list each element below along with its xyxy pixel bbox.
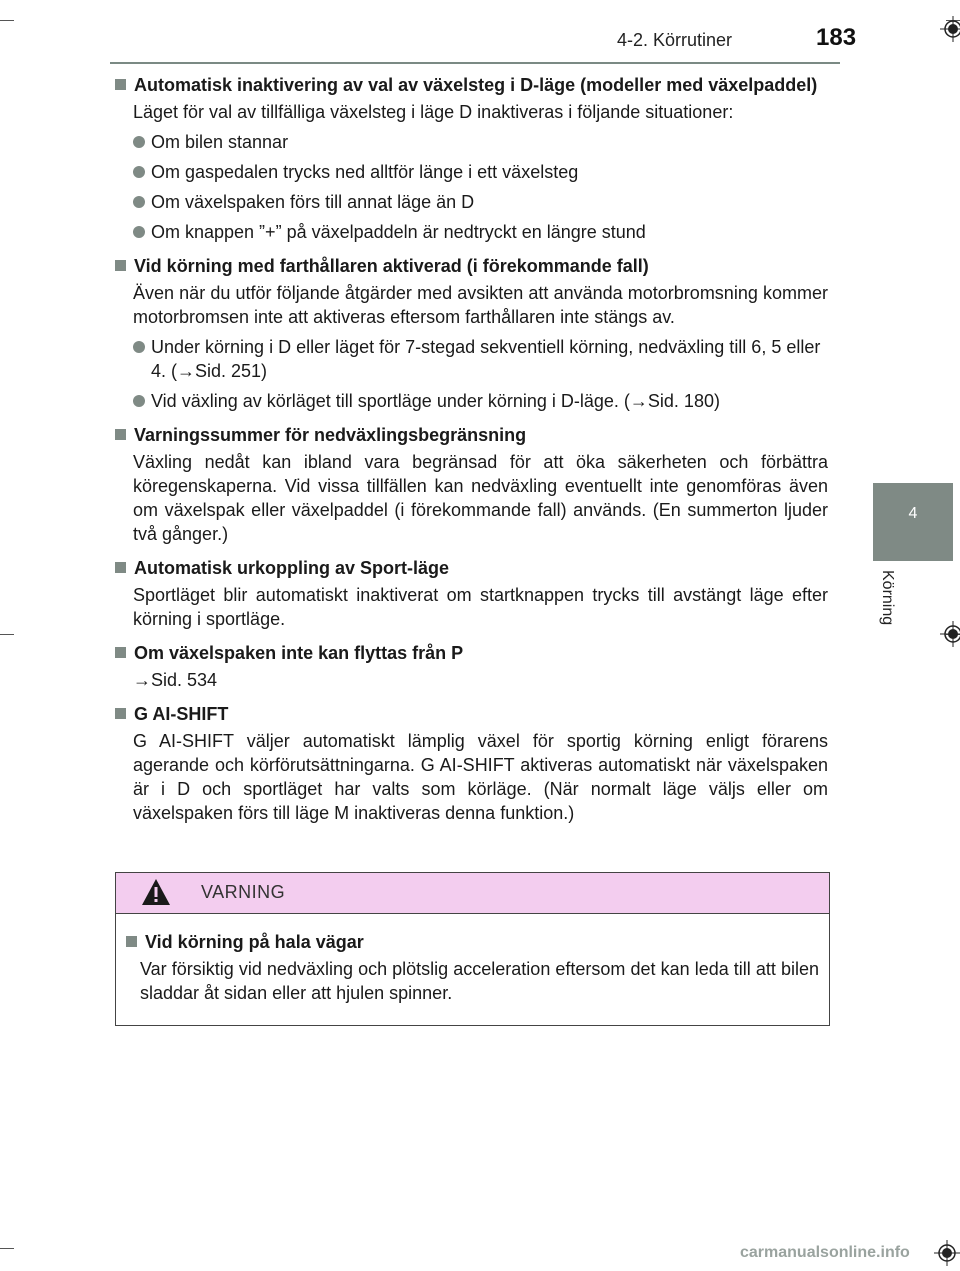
page-number: 183: [816, 24, 857, 51]
list-item: [133, 335, 828, 383]
section-heading: [115, 702, 828, 726]
round-bullet-icon: [133, 166, 145, 178]
list-item-text[interactable]: Vid växling av körläget till sportläge under körning i D-läge. (→Sid. 180): [151, 391, 720, 411]
square-bullet-icon: [115, 708, 126, 719]
section-cruise-control: [115, 254, 828, 413]
square-bullet-icon: [115, 429, 126, 440]
warning-content: [116, 914, 829, 1005]
warning-text: Var försiktig vid nedväxling och plötslig acceleration eftersom det kan leda till att bilen sladdar åt sidan eller att hjulen spinner.: [140, 959, 819, 1003]
round-bullet-icon: [133, 226, 145, 238]
section-heading-text: Varningssummer för nedväxlingsbegränsning: [134, 425, 527, 445]
square-bullet-icon: [115, 647, 126, 658]
section-heading-text: Automatisk inaktivering av val av växelsteg i D-läge (modeller med växelpaddel): [134, 75, 818, 95]
list-item: [133, 389, 828, 413]
round-bullet-icon: [133, 395, 145, 407]
footer-watermark: carmanualsonline.info: [740, 1244, 910, 1261]
round-bullet-icon: [133, 341, 145, 353]
list-item: [133, 130, 828, 154]
header-divider: [110, 62, 840, 64]
page-reference-link[interactable]: →Sid. 534: [133, 670, 218, 690]
round-bullet-icon: [133, 196, 145, 208]
chapter-number: 4: [908, 505, 918, 522]
bullet-list: [115, 130, 828, 244]
section-sport-mode-off: [115, 556, 828, 631]
section-heading: [115, 556, 828, 580]
section-body: Även när du utför följande åtgärder med avsikten att använda motorbromsning kommer motorbromsen inte att aktiveras eftersom farthållaren inte stängs av.: [133, 283, 828, 327]
section-heading-text: Vid körning med farthållaren aktiverad (i förekommande fall): [134, 256, 649, 276]
square-bullet-icon: [115, 260, 126, 271]
section-heading-text: Om växelspaken inte kan flyttas från P: [134, 643, 464, 663]
list-item: [133, 220, 828, 244]
list-item-text[interactable]: Under körning i D eller läget för 7-stegad sekventiell körning, nedväxling till 6, 5 eller 4. (→Sid. 251): [151, 337, 821, 381]
list-item: [133, 190, 828, 214]
warning-header: [116, 873, 829, 914]
section-shift-lever-stuck: [115, 641, 828, 692]
warning-heading-text: Vid körning på hala vägar: [145, 932, 364, 952]
section-body: Läget för val av tillfälliga växelsteg i läge D inaktiveras i följande situationer:: [133, 102, 734, 122]
section-g-ai-shift: [115, 702, 828, 825]
section-heading: [115, 73, 828, 97]
section-body: Sportläget blir automatiskt inaktiverat om startknappen trycks till avstängt läge efter körning i sportläge.: [133, 585, 828, 629]
registration-mark-icon: [934, 1240, 960, 1266]
section-heading: [115, 641, 828, 665]
section-heading: [115, 423, 828, 447]
chapter-tab[interactable]: [873, 483, 953, 561]
list-item-text: Om knappen ”+” på växelpaddeln är nedtryckt en längre stund: [151, 222, 646, 242]
square-bullet-icon: [115, 562, 126, 573]
section-heading-text: G AI-SHIFT: [134, 704, 229, 724]
square-bullet-icon: [126, 936, 137, 947]
bullet-list: [115, 335, 828, 413]
section-body: Växling nedåt kan ibland vara begränsad för att öka säkerheten och förbättra köregenskaperna. Vid vissa tillfällen kan nedväxling eventuellt inte genomföras även om växelspak eller växelpaddel (i förekommande fall) används. (En summerton ljuder två gånger.): [133, 452, 828, 544]
crop-mark: [0, 634, 14, 635]
section-label: 4-2. Körrutiner: [617, 30, 733, 50]
list-item: [133, 160, 828, 184]
crop-mark: [0, 1248, 14, 1249]
chapter-name: Körning: [879, 570, 896, 626]
section-heading: [115, 254, 828, 278]
section-heading-text: Automatisk urkoppling av Sport-läge: [134, 558, 450, 578]
warning-title: VARNING: [201, 882, 286, 902]
section-body: G AI-SHIFT väljer automatiskt lämplig växel för sportig körning enligt förarens agerande och körförutsättningarna. G AI-SHIFT aktiveras automatiskt när växelspaken är i D och sportläget har valts som körläge. (När normalt läge väljs eller om växelspaken förs till läge M inaktiveras denna funktion.): [133, 731, 828, 823]
warning-box: [115, 872, 830, 1026]
registration-mark-icon: [940, 621, 960, 647]
section-downshift-buzzer: [115, 423, 828, 546]
round-bullet-icon: [133, 136, 145, 148]
warning-triangle-icon: [141, 878, 171, 906]
chapter-name-vertical: [873, 570, 901, 645]
page-content: [115, 73, 828, 835]
list-item-text: Om gaspedalen trycks ned alltför länge i ett växelsteg: [151, 162, 579, 182]
registration-mark-icon: [940, 16, 960, 42]
warning-heading: [126, 930, 829, 954]
list-item-text: Om växelspaken förs till annat läge än D: [151, 192, 475, 212]
crop-mark: [0, 20, 14, 21]
square-bullet-icon: [115, 79, 126, 90]
section-auto-deactivation: [115, 73, 828, 244]
list-item-text: Om bilen stannar: [151, 132, 289, 152]
